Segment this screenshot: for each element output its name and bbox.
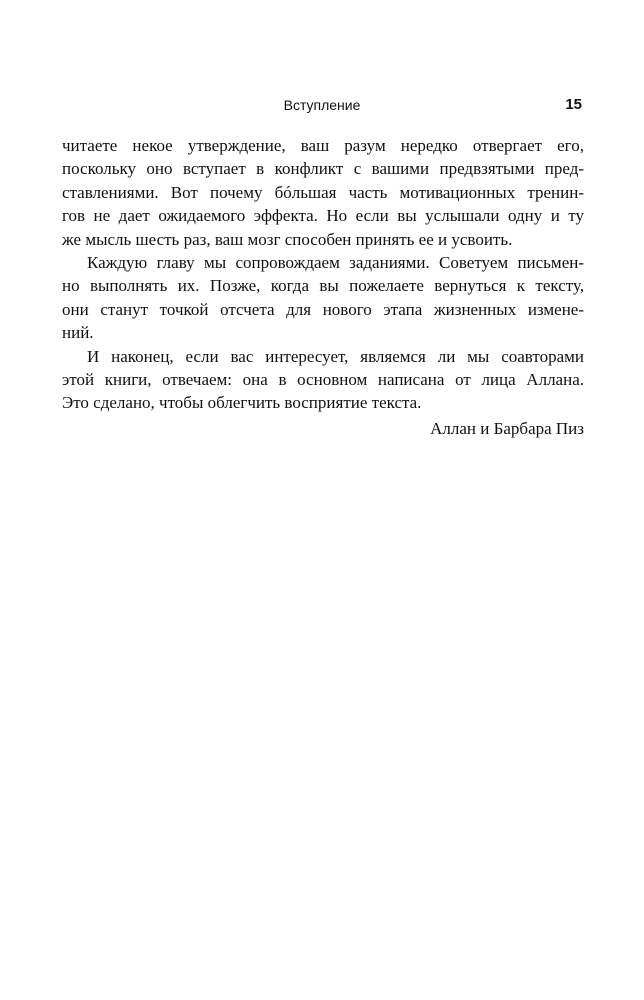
chapter-title: Вступление (283, 97, 361, 113)
author-signature: Аллан и Барбара Пиз (430, 418, 584, 438)
text-line: гов не дает ожидаемого эффекта. Но если вы услышали одну и ту (62, 206, 584, 226)
text-line: читаете некое утверждение, ваш разум нередко отвергает его, (62, 136, 584, 155)
text-line: ний. (62, 323, 94, 343)
text-line: Это сделано, чтобы облегчить восприятие текста. (62, 393, 422, 413)
running-head (62, 95, 582, 119)
text-line: ставлениями. Вот почему бóльшая часть мотивационных тренин- (62, 182, 584, 202)
text-line: же мысль шесть раз, ваш мозг способен принять ее и усвоить. (62, 229, 513, 249)
text-line: И наконец, если вас интересует, являемся ли мы соавторами (87, 346, 584, 366)
text-line: но выполнять их. Позже, когда вы пожелаете вернуться к тексту, (62, 276, 584, 296)
text-line: они станут точкой отсчета для нового этапа жизненных измене- (62, 299, 584, 319)
text-line: этой книги, отвечаем: она в основном написана от лица Аллана. (62, 369, 584, 389)
text-line: Каждую главу мы сопровождаем заданиями. Советуем письмен- (87, 252, 584, 272)
page-number: 15 (565, 96, 582, 113)
text-line: поскольку оно вступает в конфликт с вашими предвзятыми пред- (62, 159, 584, 179)
body-text (62, 134, 584, 440)
